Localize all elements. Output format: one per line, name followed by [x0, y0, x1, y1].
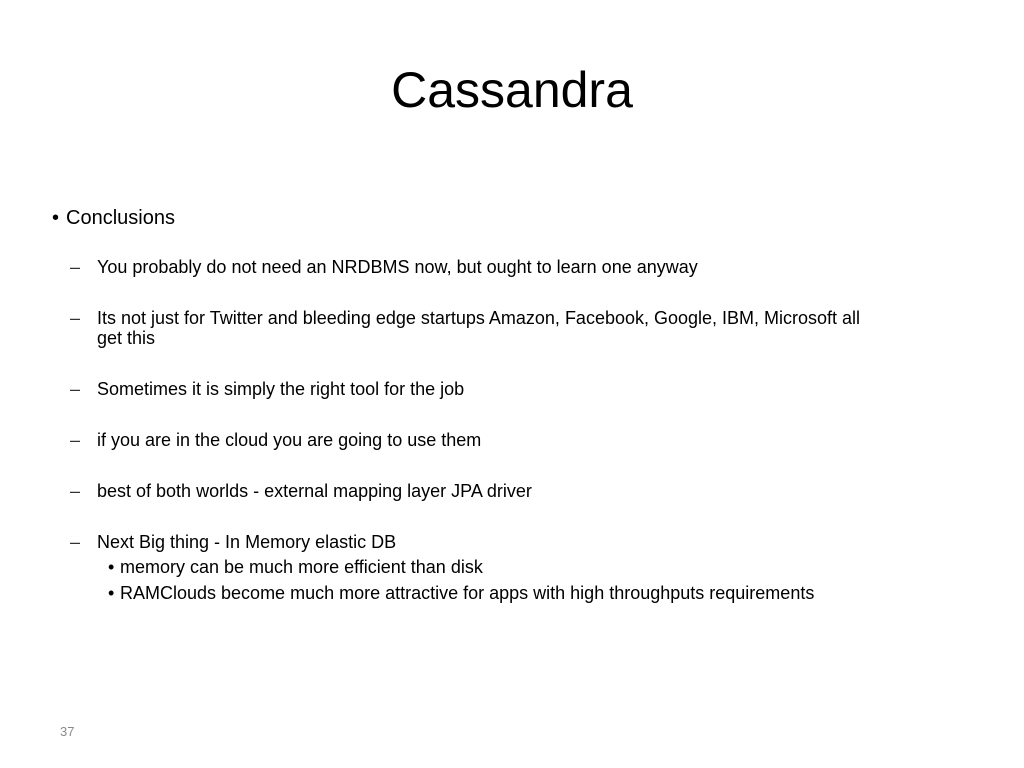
bullet-icon: • — [108, 557, 115, 577]
slide-body — [52, 205, 972, 608]
bullet-text: Conclusions — [66, 207, 175, 229]
nested-point-text: memory can be much more efficient than disk — [120, 557, 483, 577]
slide-title: Cassandra — [391, 62, 633, 118]
bullet-icon: • — [108, 583, 115, 603]
sub-point-text: best of both worlds - external mapping layer JPA driver — [97, 481, 532, 501]
sub-point-5 — [70, 481, 972, 501]
sub-point-text: Its not just for Twitter and bleeding edge startups Amazon, Facebook, Google, IBM, Microsoft all get this — [97, 308, 861, 348]
bullet-conclusions — [52, 205, 972, 231]
nested-point-2 — [108, 582, 972, 604]
dash-icon: – — [70, 308, 81, 328]
dash-icon: – — [70, 257, 81, 277]
sub-point-text: Next Big thing - In Memory elastic DB — [97, 532, 397, 552]
sub-point-3 — [70, 379, 972, 399]
sub-point-1 — [70, 257, 972, 277]
sub-point-text: Sometimes it is simply the right tool for the job — [97, 379, 465, 399]
dash-icon: – — [70, 481, 81, 501]
dash-icon: – — [70, 532, 81, 552]
dash-icon: – — [70, 379, 81, 399]
dash-icon: – — [70, 430, 81, 450]
sub-point-6 — [70, 532, 972, 552]
nested-point-1 — [108, 556, 972, 578]
page-number: 37 — [60, 724, 75, 739]
nested-point-text: RAMClouds become much more attractive for apps with high throughputs requirements — [120, 583, 815, 603]
bullet-icon: • — [52, 207, 60, 229]
sub-point-text: if you are in the cloud you are going to use them — [97, 430, 482, 450]
sub-point-text: You probably do not need an NRDBMS now, but ought to learn one anyway — [97, 257, 698, 277]
sub-point-4 — [70, 430, 972, 450]
sub-point-2 — [70, 308, 972, 348]
